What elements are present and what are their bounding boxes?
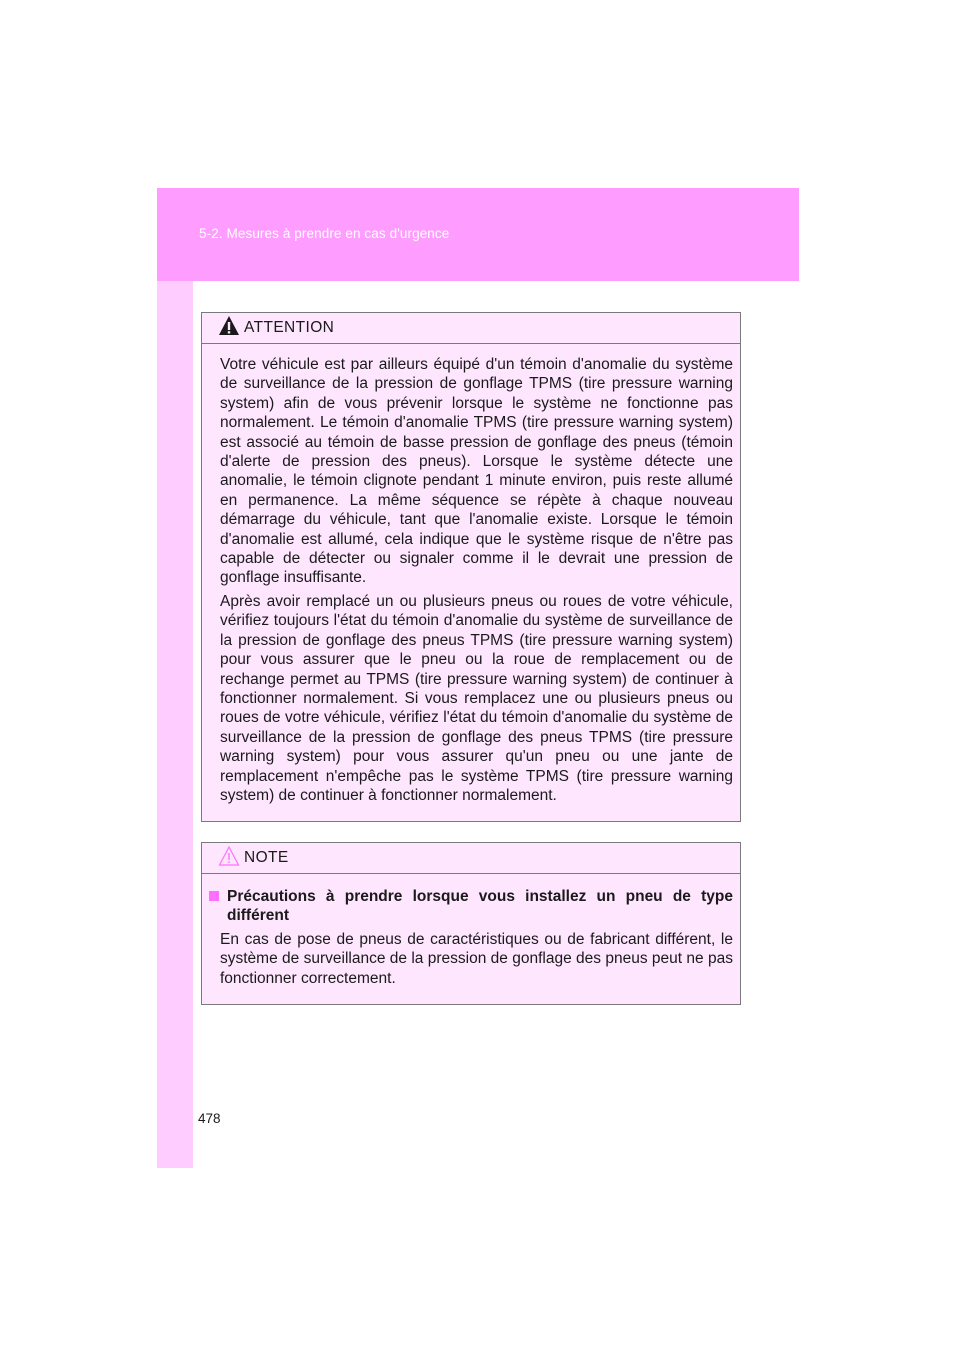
note-title: NOTE — [244, 849, 289, 866]
warning-filled-icon — [218, 315, 240, 337]
attention-header — [202, 313, 740, 344]
attention-paragraph: Votre véhicule est par ailleurs équipé d'un témoin d'anomalie du système de surveillance de la pression de gonflage TPMS (tire pressure warning system) afin de vous prévenir lorsque le système ne fonctionne pas normalement. Le témoin d'anomalie TPMS (tire pressure warning system) est associé au témoin de basse pression de gonflage des pneus (témoin d'alerte de pression des pneus). Lorsque le système détecte une anomalie, le témoin clignote pendant 1 minute environ, puis reste allumé en permanence. La même séquence se répète à chaque nouveau démarrage du véhicule, tant que l'anomalie existe. Lorsque le témoin d'anomalie est allumé, cela indique que le système risque de n'être pas capable de détecter ou signaler comme il le devrait une pression de gonflage insuffisante. — [220, 356, 733, 587]
note-heading-text: Précautions à prendre lorsque vous installez un pneu de type différent — [227, 888, 733, 925]
attention-box — [201, 312, 741, 822]
section-title: 5-2. Mesures à prendre en cas d'urgence — [199, 226, 450, 241]
note-text: En cas de pose de pneus de caractéristiques ou de fabricant différent, le système de surveillance de la pression de gonflage des pneus peut ne pas fonctionner correctement. — [220, 930, 733, 987]
attention-paragraph: Après avoir remplacé un ou plusieurs pneus ou roues de votre véhicule, vérifiez toujours l'état du témoin d'anomalie du système de surveillance de la pression de gonflage des pneus TPMS (tire pressure warning system) pour vous assurer que le pneu ou la roue de remplacement ou de rechange permet au TPMS (tire pressure warning system) de continuer à fonctionner normalement. Si vous remplacez une ou plusieurs pneus ou roues de votre véhicule, vérifiez l'état du témoin d'anomalie du système de surveillance de la pression de gonflage des pneus TPMS (tire pressure warning system) pour vous assurer qu'un pneu ou une jante de remplacement n'empêche pas le système TPMS (tire pressure warning system) de continuer à fonctionner normalement. — [220, 592, 733, 804]
note-body — [202, 874, 740, 988]
note-header — [202, 843, 740, 874]
note-box — [201, 842, 741, 1005]
attention-body — [202, 344, 740, 805]
bullet-square-icon — [209, 891, 219, 901]
warning-outline-icon — [218, 845, 240, 867]
chapter-side-strip — [157, 281, 193, 1168]
page-number: 478 — [198, 1111, 221, 1126]
note-heading — [209, 887, 733, 926]
chapter-header-band — [157, 188, 799, 281]
attention-title: ATTENTION — [244, 319, 335, 336]
